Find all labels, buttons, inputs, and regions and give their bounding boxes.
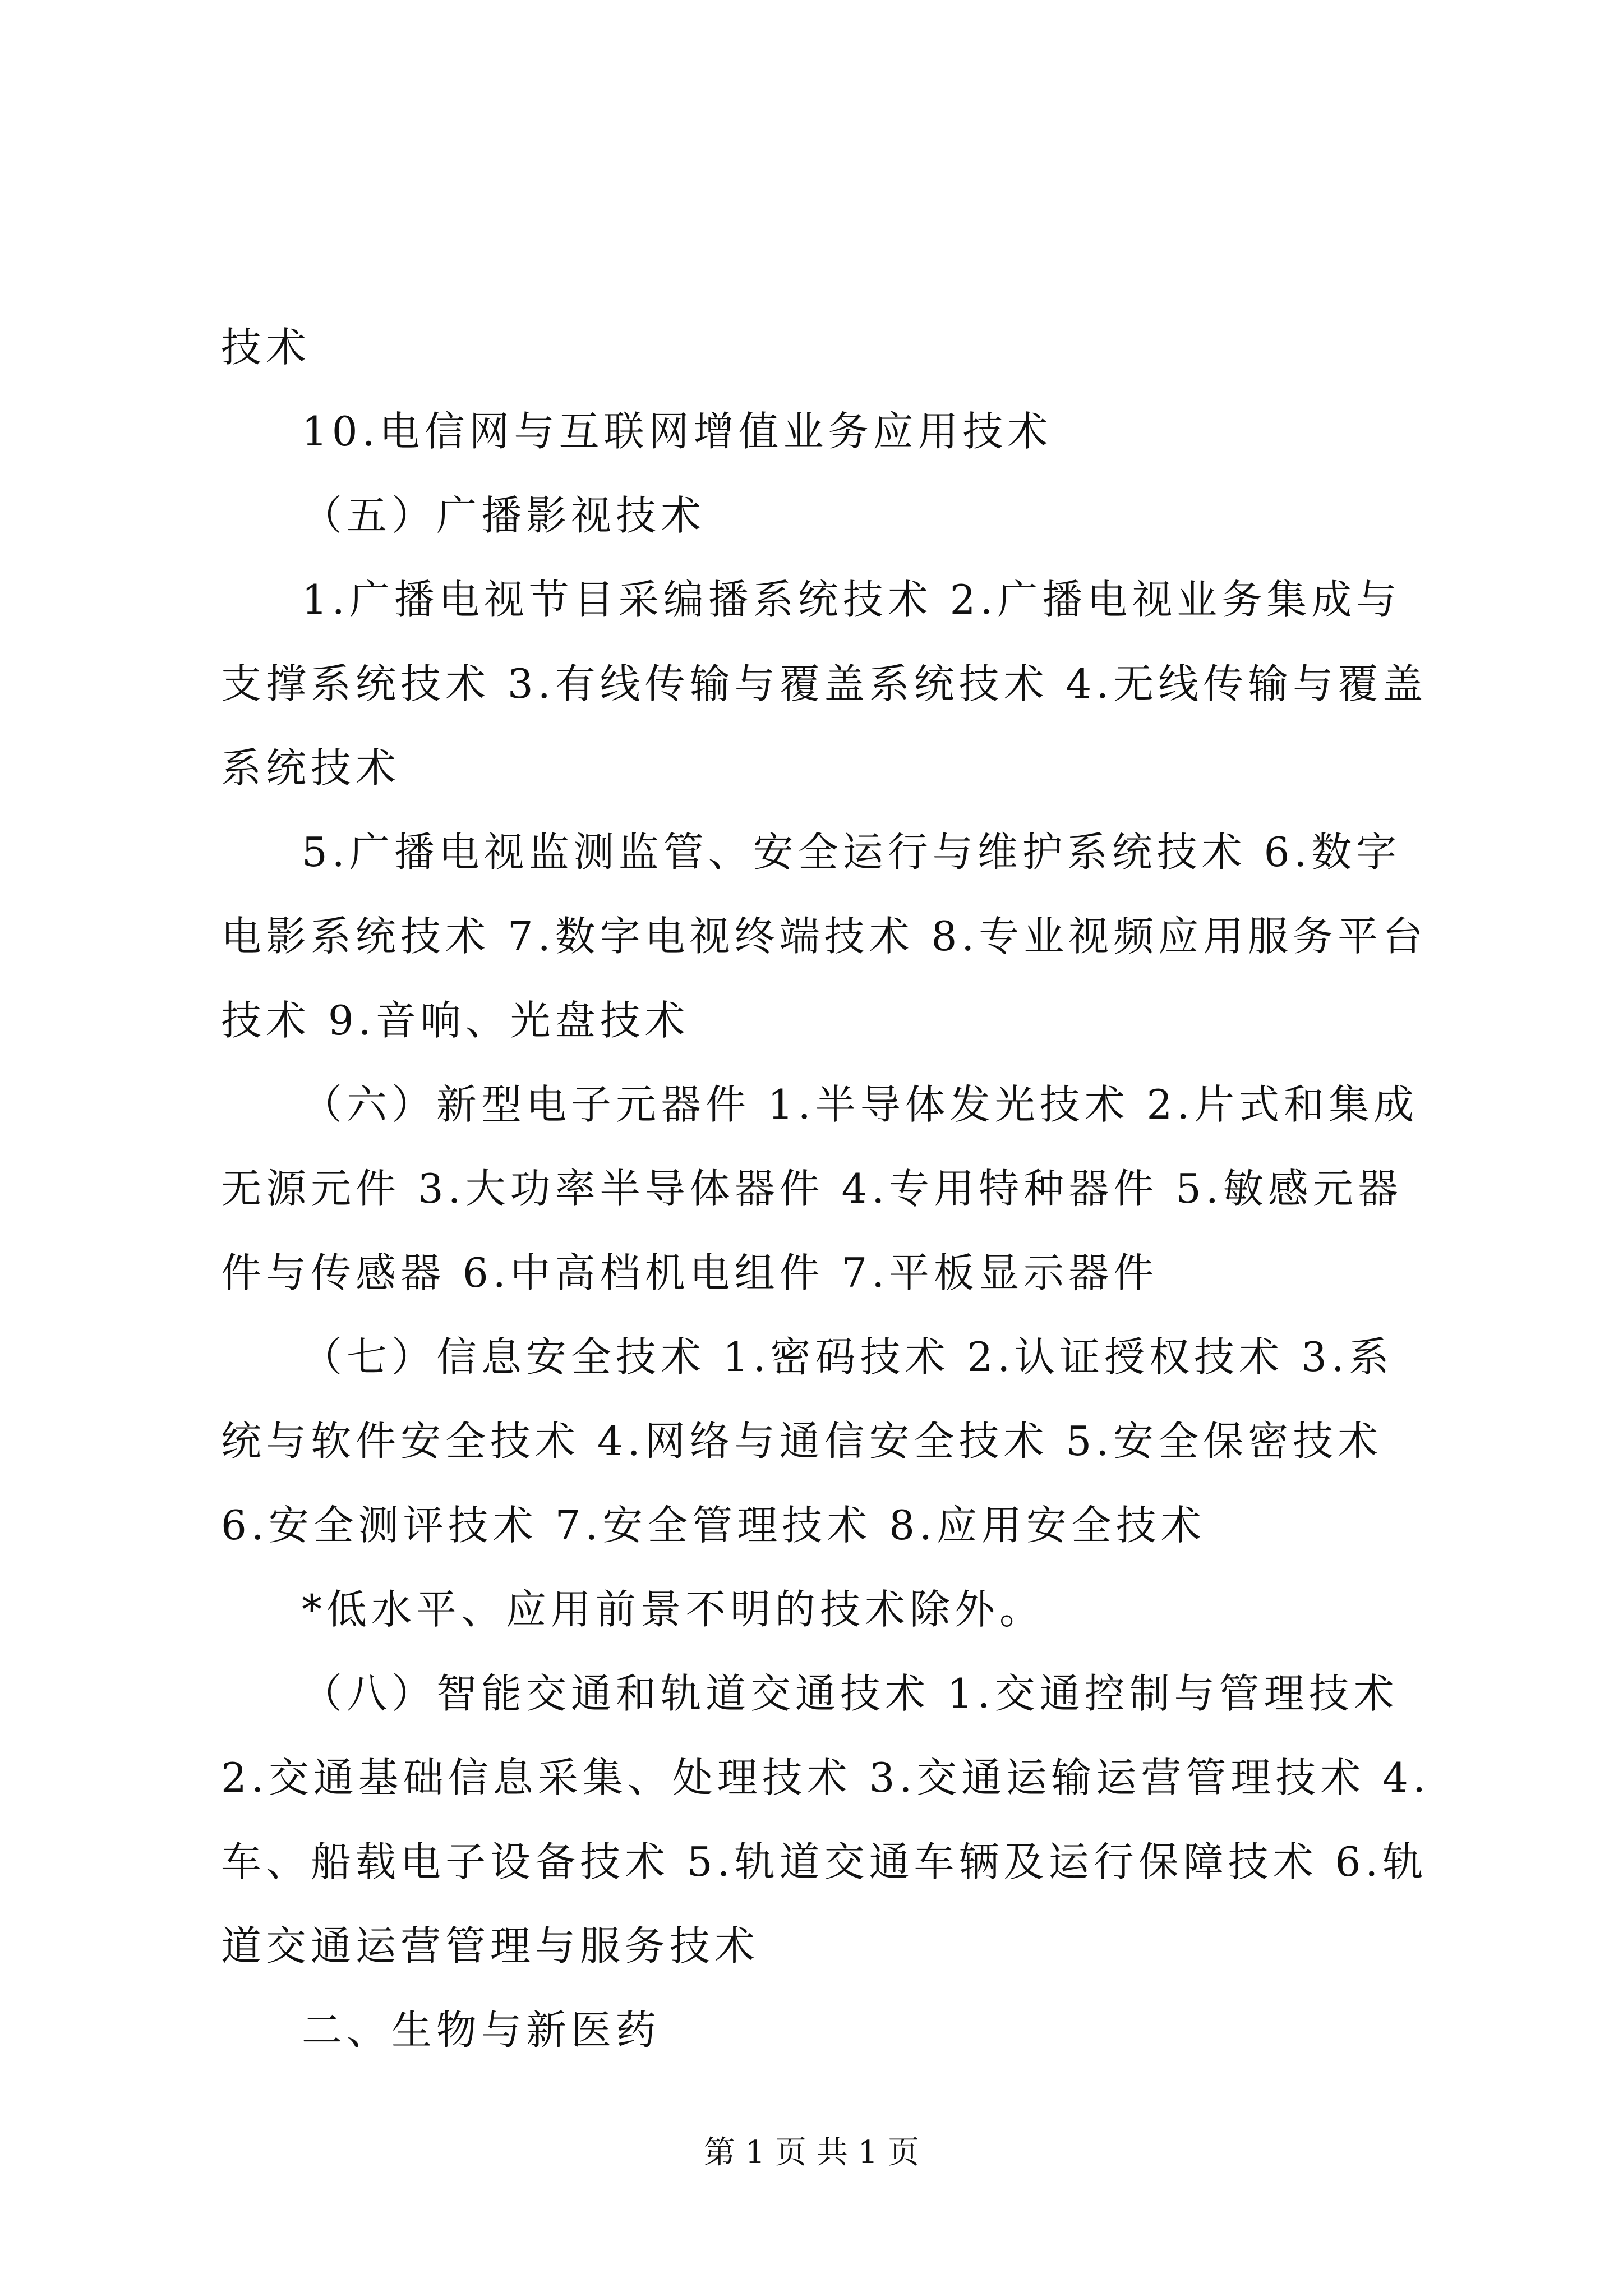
document-body: [221, 305, 1438, 2072]
paragraph-item-10: 10.电信网与互联网增值业务应用技术: [302, 408, 1053, 455]
section-heading-2: 二、生物与新医药: [302, 2007, 661, 2054]
paragraph-broadcast-items-1: 1.广播电视节目采编播系统技术 2.广播电视业务集成与支撑系统技术 3.有线传输与覆盖系统技术 4.无线传输与覆盖系统技术: [221, 576, 1428, 792]
paragraph-continuation: 技术: [221, 324, 311, 371]
paragraph-section-7: （七）信息安全技术 1.密码技术 2.认证授权技术 3.系统与软件安全技术 4.网络与通信安全技术 5.安全保密技术 6.安全测评技术 7.安全管理技术 8.应用安全技术: [221, 1333, 1394, 1549]
page-footer: 第 1 页 共 1 页: [703, 2134, 920, 2171]
paragraph-note: *低水平、应用前景不明的技术除外。: [302, 1586, 1045, 1633]
paragraph-section-6: （六）新型电子元器件 1.半导体发光技术 2.片式和集成无源元件 3.大功率半导体器件 4.专用特种器件 5.敏感元器件与传感器 6.中高档机电组件 7.平板显示器件: [221, 1081, 1419, 1296]
paragraph-section-8: （八）智能交通和轨道交通技术 1.交通控制与管理技术 2.交通基础信息采集、处理技术 3.交通运输运营管理技术 4.车、船载电子设备技术 5.轨道交通车辆及运行保障技术 6.轨道交通运营管理与服务技术: [221, 1670, 1430, 1970]
paragraph-broadcast-items-2: 5.广播电视监测监管、安全运行与维护系统技术 6.数字电影系统技术 7.数字电视终端技术 8.专业视频应用服务平台技术 9.音响、光盘技术: [221, 829, 1428, 1044]
section-heading-5: （五）广播影视技术: [302, 492, 706, 539]
